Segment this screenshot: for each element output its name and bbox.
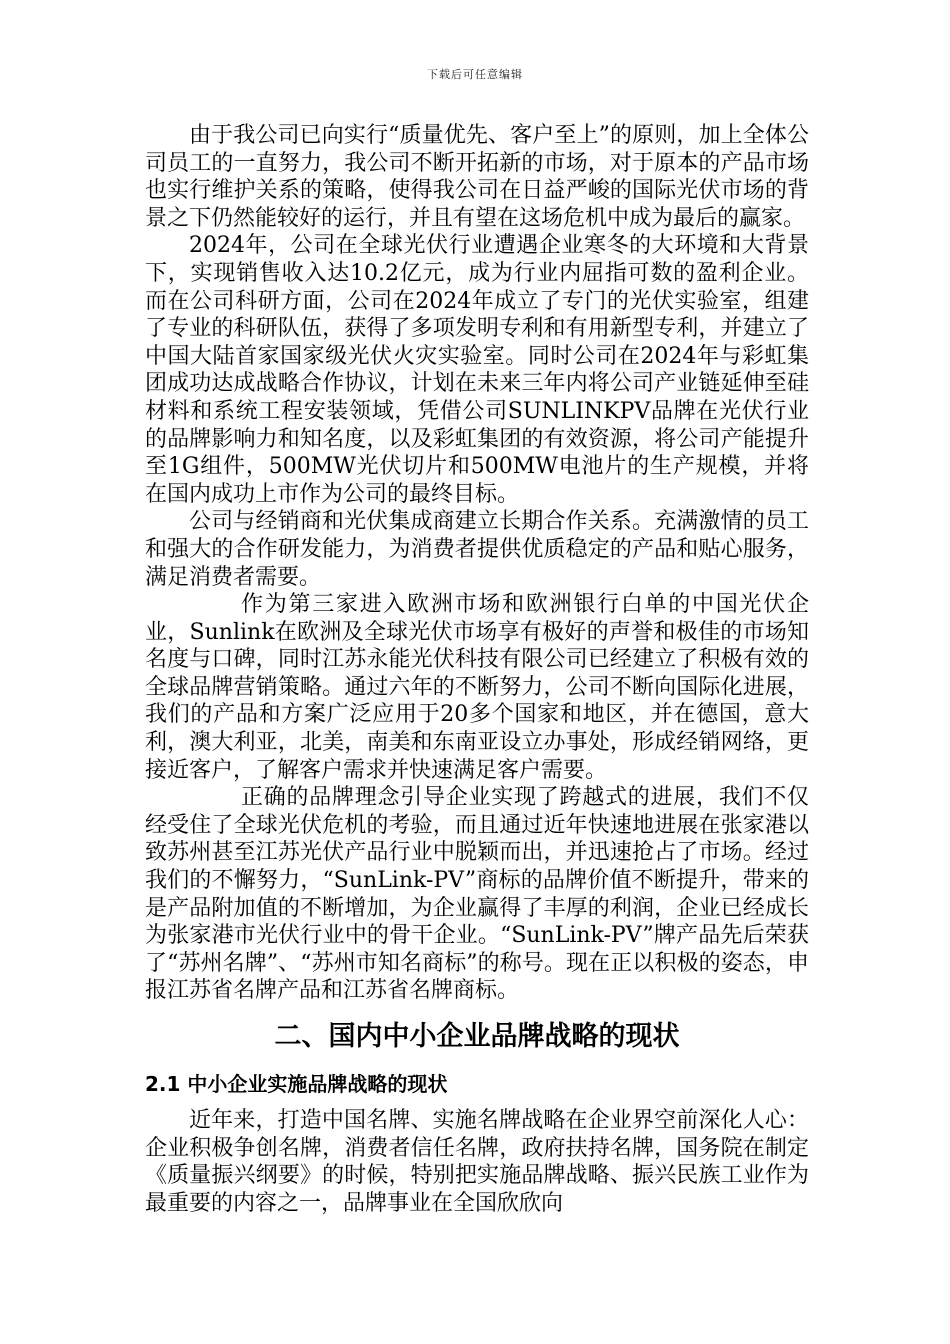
body-paragraph: 由于我公司已向实行“质量优先、客户至上”的原则，加上全体公司员工的一直努力，我公司不断开拓新的市场，对于原本的产品市场也实行维护关系的策略，使得我公司在日益严峻的国际光伏市场的背景之下仍然能较好的运行，并且有望在这场危机中成为最后的赢家。 — [145, 123, 809, 231]
document-body — [145, 122, 809, 1217]
body-paragraph: 公司与经销商和光伏集成商建立长期合作关系。充满激情的员工和强大的合作研发能力，为消费者提供优质稳定的产品和贴心服务，满足消费者需要。 — [145, 509, 809, 590]
subsection-heading: 2.1 中小企业实施品牌战略的现状 — [145, 1072, 448, 1096]
page-header-note: 下载后可任意编辑 — [427, 68, 523, 81]
section-heading: 二、国内中小企业品牌战略的现状 — [274, 1021, 680, 1052]
body-paragraph: 2024年，公司在全球光伏行业遭遇企业寒冬的大环境和大背景下，实现销售收入达10.2亿元，成为行业内屈指可数的盈利企业。而在公司科研方面，公司在2024年成立了专门的光伏实验室，组建了专业的科研队伍，获得了多项发明专利和有用新型专利，并建立了中国大陆首家国家级光伏火灾实验室。同时公司在2024年与彩虹集团成功达成战略合作协议，计划在未来三年内将公司产业链延伸至硅材料和系统工程安装领域，凭借公司SUNLINKPV品牌在光伏行业的品牌影响力和知名度，以及彩虹集团的有效资源，将公司产能提升至1G组件，500MW光伏切片和500MW电池片的生产规模，并将在国内成功上市作为公司的最终目标。 — [145, 233, 809, 507]
body-paragraph: 正确的品牌理念引导企业实现了跨越式的进展，我们不仅经受住了全球光伏危机的考验，而且通过近年快速地进展在张家港以致苏州甚至江苏光伏产品行业中脱颖而出，并迅速抢占了市场。经过我们的不懈努力，“SunLink-PV”商标的品牌价值不断提升，带来的是产品附加值的不断增加，为企业赢得了丰厚的利润，企业已经成长为张家港市光伏行业中的骨干企业。“SunLink-PV”牌产品先后荣获了“苏州名牌”、“苏州市知名商标”的称号。现在正以积极的姿态，申报江苏省名牌产品和江苏省名牌商标。 — [145, 785, 809, 1004]
body-paragraph: 作为第三家进入欧洲市场和欧洲银行白单的中国光伏企业，Sunlink在欧洲及全球光伏市场享有极好的声誉和极佳的市场知名度与口碑，同时江苏永能光伏科技有限公司已经建立了积极有效的全球品牌营销策略。通过六年的不断努力，公司不断向国际化进展，我们的产品和方案广泛应用于20多个国家和地区，并在德国，意大利，澳大利亚，北美，南美和东南亚设立办事处，形成经销网络，更接近客户，了解客户需求并快速满足客户需要。 — [145, 592, 809, 783]
body-paragraph: 近年来，打造中国名牌、实施名牌战略在企业界空前深化人心：企业积极争创名牌，消费者信任名牌，政府扶持名牌，国务院在制定《质量振兴纲要》的时候，特别把实施品牌战略、振兴民族工业作为最重要的内容之一，品牌事业在全国欣欣向 — [145, 1108, 809, 1216]
